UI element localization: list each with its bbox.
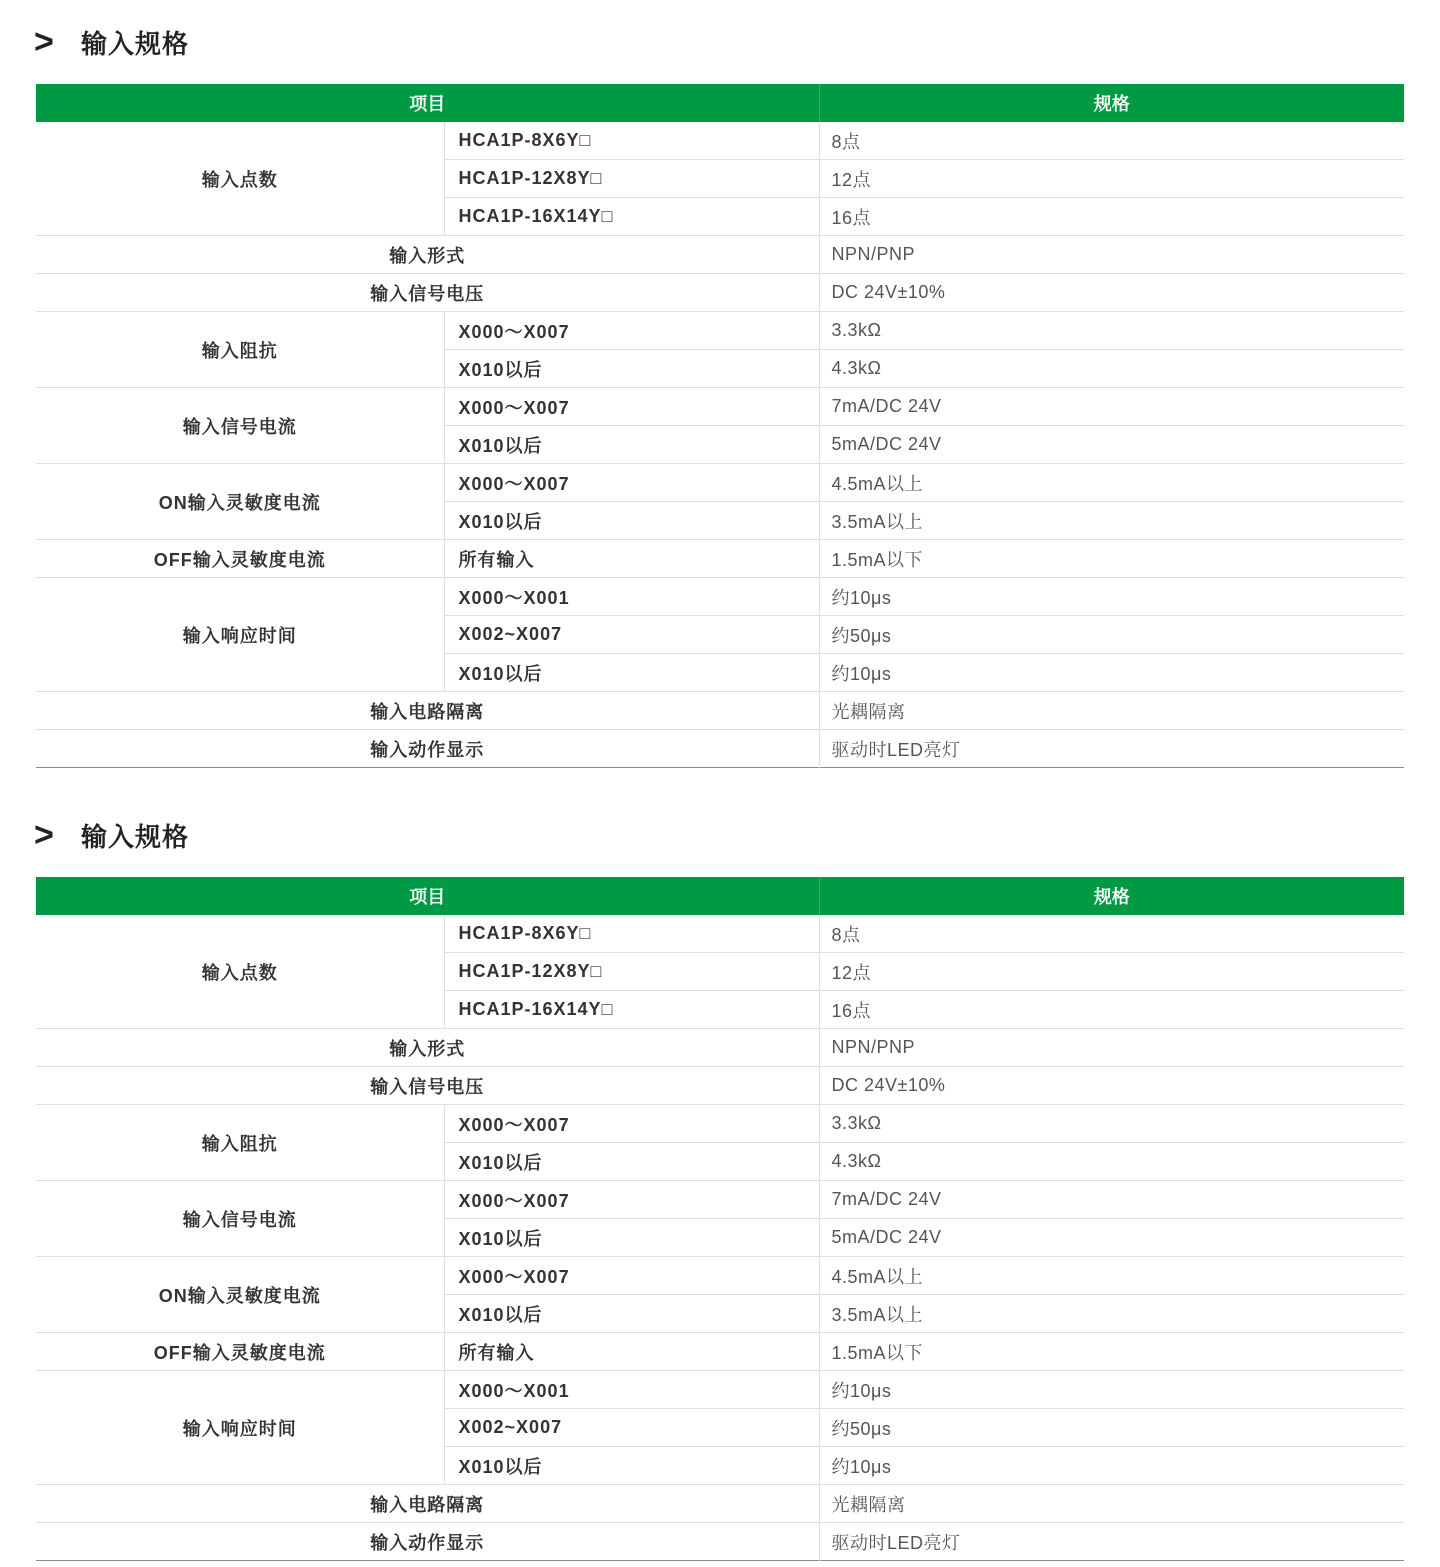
row-model: X000～X007 [444, 388, 819, 426]
row-label: 输入形式 [36, 236, 819, 274]
row-spec: 3.5mA以上 [819, 1295, 1404, 1333]
table-row [36, 1371, 1404, 1409]
row-model: HCA1P-16X14Y□ [444, 991, 819, 1029]
table-row [36, 236, 1404, 274]
row-model: X000～X007 [444, 1181, 819, 1219]
row-model: X002~X007 [444, 1409, 819, 1447]
row-spec: 约10μs [819, 1447, 1404, 1485]
row-model: HCA1P-8X6Y□ [444, 122, 819, 160]
row-model: X010以后 [444, 350, 819, 388]
row-model: HCA1P-8X6Y□ [444, 915, 819, 953]
row-model: X010以后 [444, 1219, 819, 1257]
row-spec: 约50μs [819, 616, 1404, 654]
section-title-text: 输入规格 [81, 821, 190, 852]
row-label: 输入阻抗 [36, 312, 444, 388]
table-row [36, 388, 1404, 426]
chevron-right-icon: > [34, 816, 54, 854]
section-title [34, 22, 189, 62]
row-label: 输入形式 [36, 1029, 819, 1067]
row-label: ON输入灵敏度电流 [36, 464, 444, 540]
table-row [36, 312, 1404, 350]
row-spec: 7mA/DC 24V [819, 1181, 1404, 1219]
table-row [36, 274, 1404, 312]
header-item: 项目 [36, 84, 819, 122]
row-label: 输入响应时间 [36, 578, 444, 692]
table-row [36, 1029, 1404, 1067]
row-model: HCA1P-16X14Y□ [444, 198, 819, 236]
row-spec: 驱动时LED亮灯 [819, 730, 1404, 768]
row-label: OFF输入灵敏度电流 [36, 540, 444, 578]
header-item: 项目 [36, 877, 819, 915]
row-spec: 12点 [819, 953, 1404, 991]
table-row [36, 915, 1404, 953]
table-row [36, 122, 1404, 160]
row-model: X000～X001 [444, 1371, 819, 1409]
row-model: X010以后 [444, 1447, 819, 1485]
row-label: 输入点数 [201, 169, 278, 190]
row-label: 输入电路隔离 [36, 1485, 819, 1523]
row-spec: DC 24V±10% [819, 274, 1404, 312]
table-row [36, 692, 1404, 730]
table-row [36, 1333, 1404, 1371]
table-row [36, 1257, 1404, 1295]
row-model: X000～X007 [444, 1257, 819, 1295]
row-label: 输入信号电流 [36, 1181, 444, 1257]
row-model: 所有输入 [444, 1333, 819, 1371]
table-row [36, 540, 1404, 578]
row-spec: 约50μs [819, 1409, 1404, 1447]
row-spec: 4.5mA以上 [819, 1257, 1404, 1295]
row-label: ON输入灵敏度电流 [36, 1257, 444, 1333]
row-spec: NPN/PNP [819, 236, 1404, 274]
row-label: 输入电路隔离 [36, 692, 819, 730]
row-spec: DC 24V±10% [819, 1067, 1404, 1105]
table-row [36, 1105, 1404, 1143]
table-row [36, 1523, 1404, 1561]
table-row [36, 578, 1404, 616]
row-spec: 8点 [819, 915, 1404, 953]
table-row [36, 464, 1404, 502]
row-model: X010以后 [444, 654, 819, 692]
spec-table [36, 84, 1404, 768]
row-model: X010以后 [444, 1143, 819, 1181]
row-spec: 12点 [819, 160, 1404, 198]
section-title [34, 815, 189, 855]
row-label: 输入动作显示 [36, 1523, 819, 1561]
table-row [36, 730, 1404, 768]
row-spec: 8点 [819, 122, 1404, 160]
row-spec: 约10μs [819, 654, 1404, 692]
row-model: X010以后 [444, 502, 819, 540]
header-spec: 规格 [819, 84, 1404, 122]
row-model: X000～X001 [444, 578, 819, 616]
row-model: HCA1P-12X8Y□ [444, 160, 819, 198]
row-spec: 3.3kΩ [819, 1105, 1404, 1143]
row-model: X000～X007 [444, 464, 819, 502]
row-label: 输入信号电流 [36, 388, 444, 464]
row-spec: 约10μs [819, 1371, 1404, 1409]
row-spec: 4.3kΩ [819, 1143, 1404, 1181]
chevron-right-icon: > [34, 23, 54, 61]
section-title-text: 输入规格 [81, 28, 190, 59]
table-header-row [36, 877, 1404, 915]
table-row [36, 1067, 1404, 1105]
row-label: 输入点数 [201, 962, 278, 983]
table-row [36, 1485, 1404, 1523]
row-model: HCA1P-12X8Y□ [444, 953, 819, 991]
row-spec: NPN/PNP [819, 1029, 1404, 1067]
row-model: 所有输入 [444, 540, 819, 578]
row-spec: 驱动时LED亮灯 [819, 1523, 1404, 1561]
row-spec: 光耦隔离 [819, 692, 1404, 730]
row-model: X002~X007 [444, 616, 819, 654]
row-label: OFF输入灵敏度电流 [36, 1333, 444, 1371]
row-label: 输入响应时间 [36, 1371, 444, 1485]
table-row [36, 1181, 1404, 1219]
row-label: 输入信号电压 [36, 274, 819, 312]
row-label: 输入阻抗 [36, 1105, 444, 1181]
row-spec: 5mA/DC 24V [819, 426, 1404, 464]
row-label: 输入动作显示 [36, 730, 819, 768]
row-spec: 3.3kΩ [819, 312, 1404, 350]
row-spec: 1.5mA以下 [819, 1333, 1404, 1371]
row-spec: 16点 [819, 991, 1404, 1029]
row-spec: 4.5mA以上 [819, 464, 1404, 502]
row-spec: 约10μs [819, 578, 1404, 616]
row-spec: 16点 [819, 198, 1404, 236]
row-model: X000～X007 [444, 312, 819, 350]
row-spec: 5mA/DC 24V [819, 1219, 1404, 1257]
row-model: X010以后 [444, 1295, 819, 1333]
row-model: X000～X007 [444, 1105, 819, 1143]
header-spec: 规格 [819, 877, 1404, 915]
row-spec: 7mA/DC 24V [819, 388, 1404, 426]
row-label: 输入信号电压 [36, 1067, 819, 1105]
spec-table [36, 877, 1404, 1561]
row-model: X010以后 [444, 426, 819, 464]
row-spec: 1.5mA以下 [819, 540, 1404, 578]
row-spec: 光耦隔离 [819, 1485, 1404, 1523]
row-spec: 4.3kΩ [819, 350, 1404, 388]
table-header-row [36, 84, 1404, 122]
row-spec: 3.5mA以上 [819, 502, 1404, 540]
